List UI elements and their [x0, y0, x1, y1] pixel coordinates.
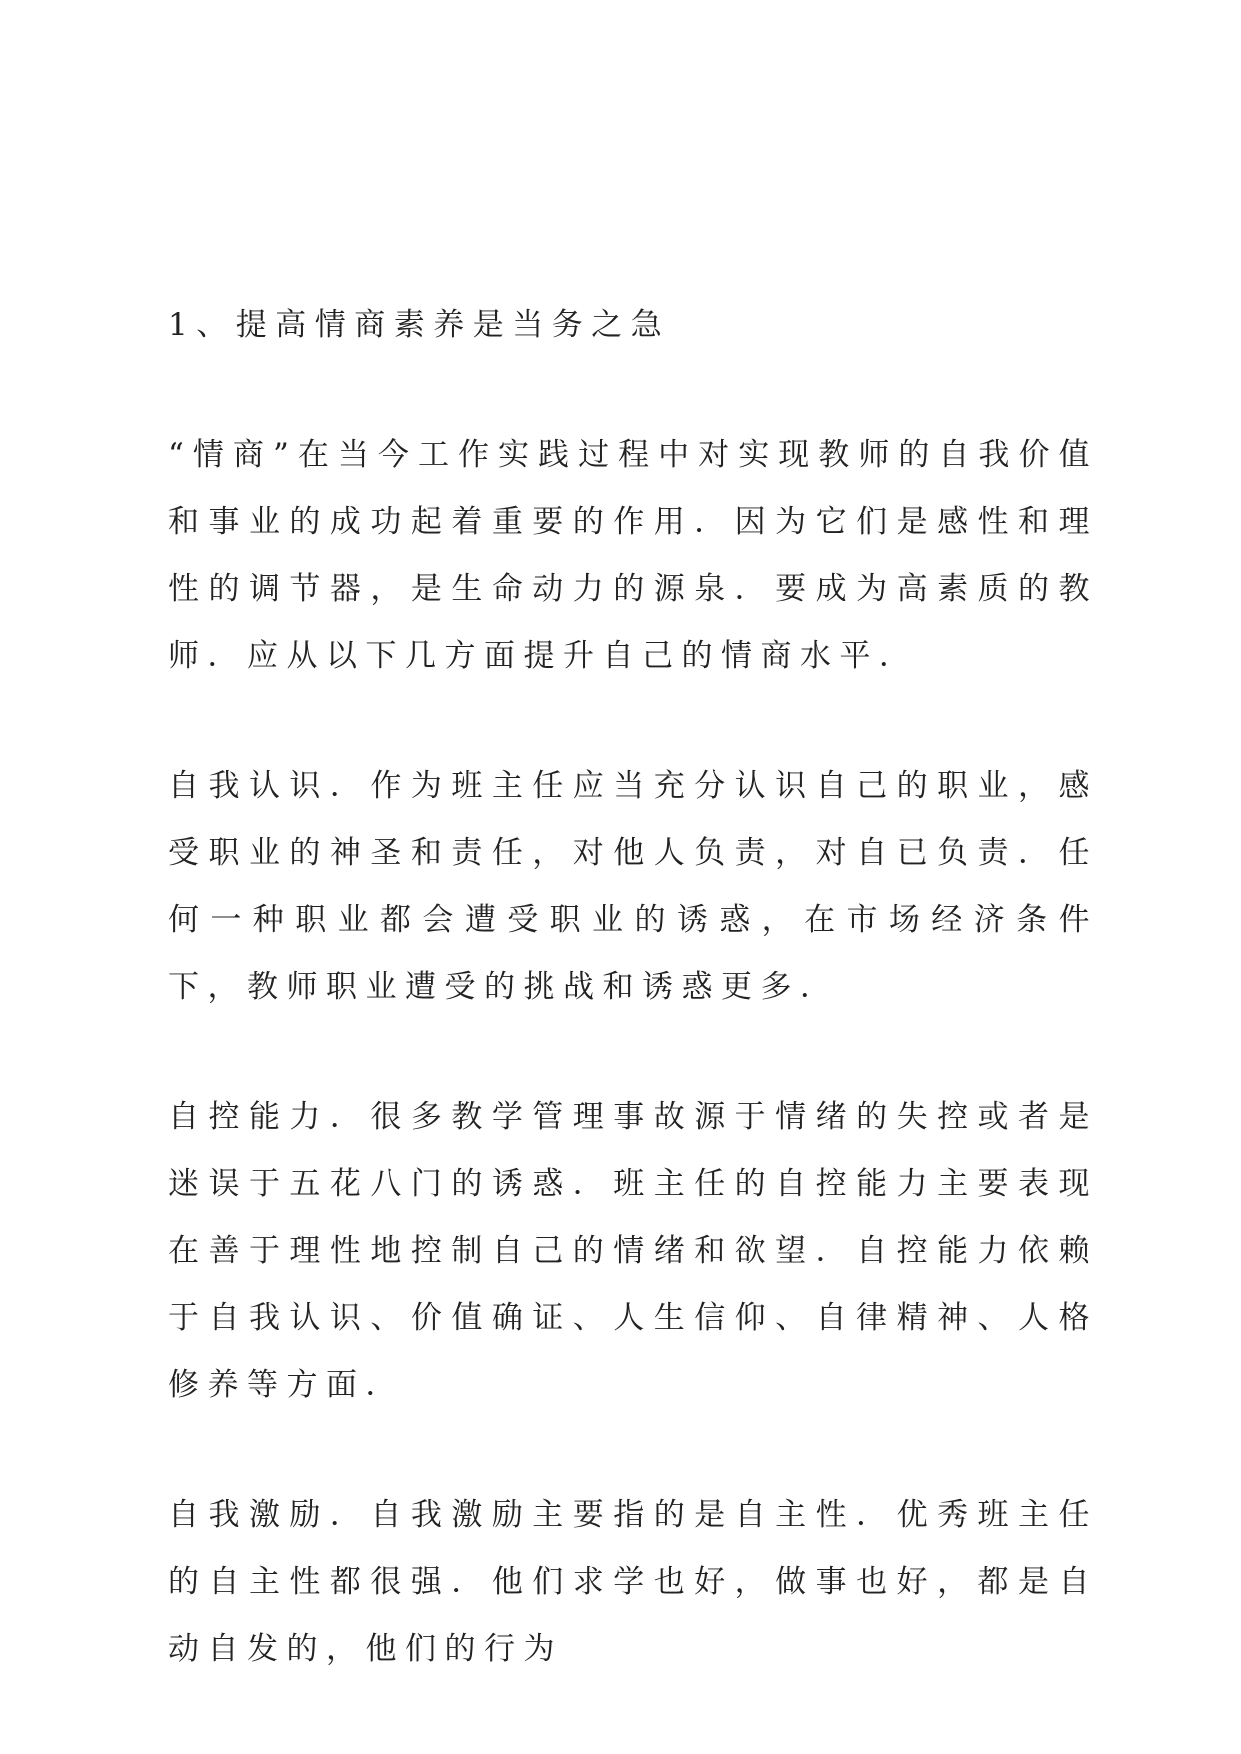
paragraph-intro: “情商”在当今工作实践过程中对实现教师的自我价值和事业的成功起着重要的作用．因为它们是感性和理性的调节器，是生命动力的源泉．要成为高素质的教师．应从以下几方面提升自己的情商水平．: [168, 437, 1098, 674]
paragraph-self-control: 自控能力．很多教学管理事故源于情绪的失控或者是迷误于五花八门的诱惑．班主任的自控能力主要表现在善于理性地控制自己的情绪和欲望．自控能力依赖于自我认识、价值确证、人生信仰、自律精神、人格修养等方面．: [168, 1099, 1098, 1403]
paragraph-self-motivation: 自我激励．自我激励主要指的是自主性．优秀班主任的自主性都很强．他们求学也好，做事也好，都是自动自发的，他们的行为: [168, 1497, 1098, 1667]
paragraph-self-awareness: 自我认识．作为班主任应当充分认识自己的职业，感受职业的神圣和责任，对他人负责，对自已负责．任何一种职业都会遭受职业的诱惑，在市场经济条件下，教师职业遭受的挑战和诱惑更多．: [168, 768, 1098, 1005]
section-heading: 1、提高情商素养是当务之急: [168, 307, 671, 343]
document-body: [168, 292, 1098, 1683]
